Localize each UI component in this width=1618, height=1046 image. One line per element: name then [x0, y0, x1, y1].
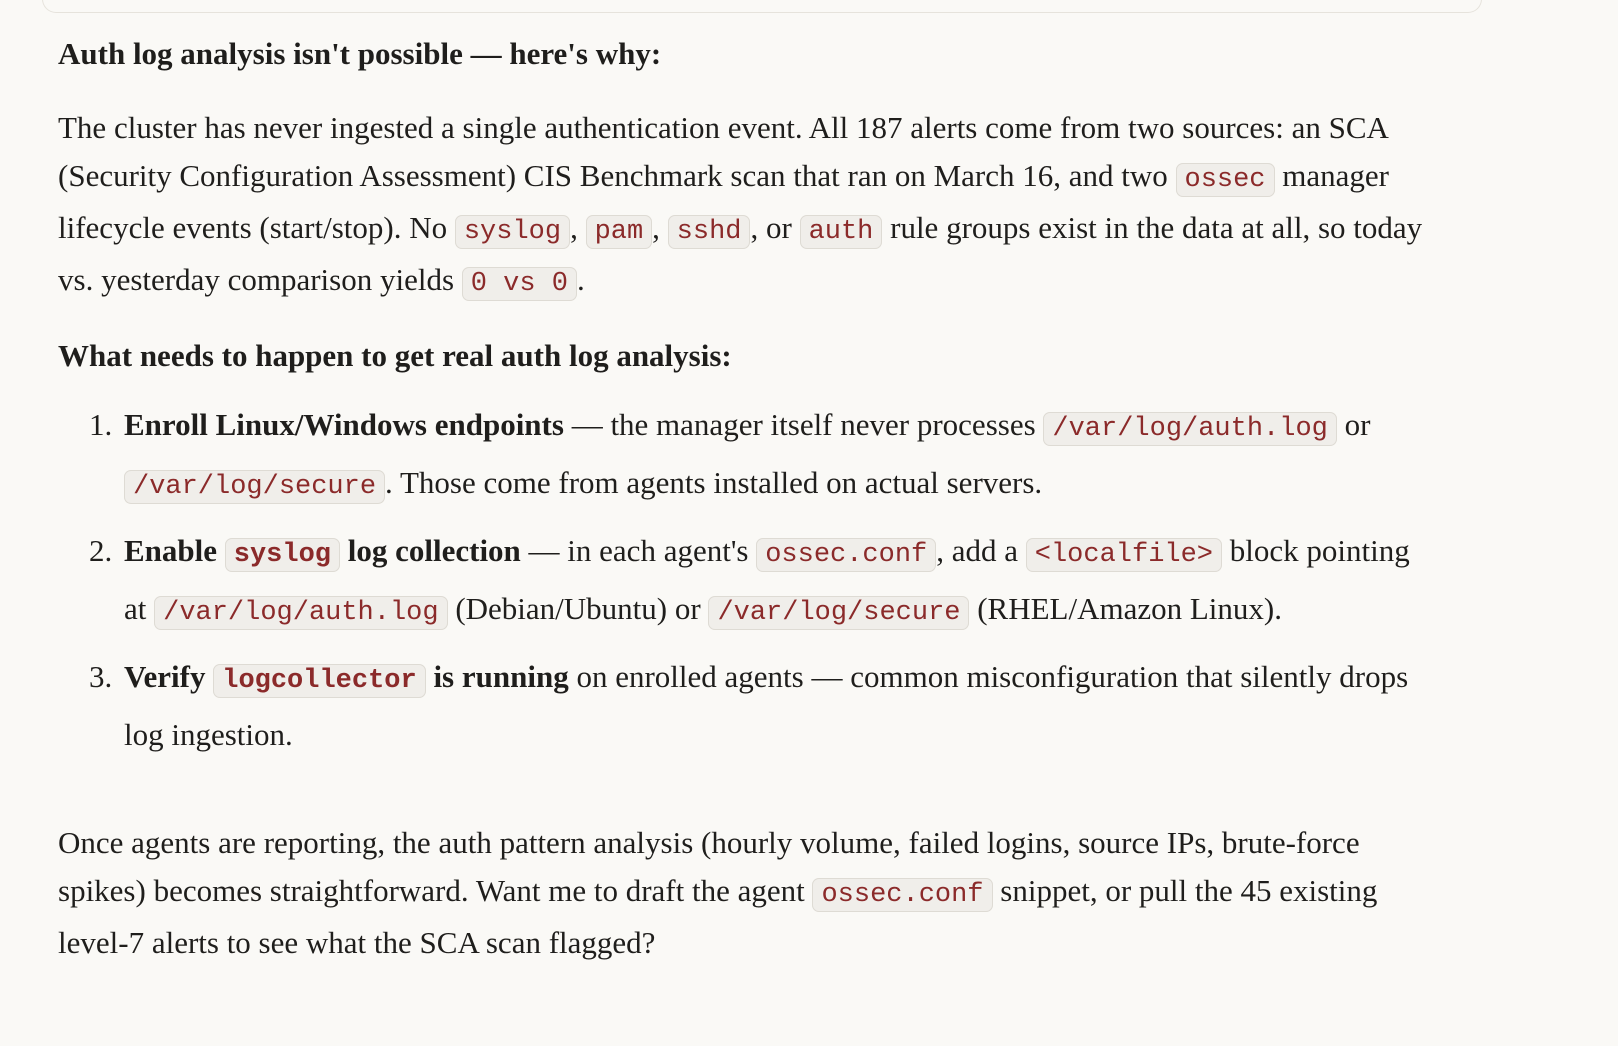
- inline-code: ossec.conf: [812, 878, 992, 912]
- text: .: [577, 262, 585, 297]
- inline-code: ossec: [1176, 163, 1275, 197]
- step-title: [124, 533, 521, 568]
- inline-code: 0 vs 0: [462, 267, 577, 301]
- text: (RHEL/Amazon Linux).: [969, 591, 1282, 626]
- text: . Those come from agents installed on actual servers.: [385, 465, 1043, 500]
- section-heading-why: Auth log analysis isn't possible — here's why:: [58, 36, 662, 71]
- step-title: [124, 659, 569, 694]
- step-title: Enroll Linux/Windows endpoints: [124, 407, 564, 442]
- inline-code: sshd: [668, 215, 751, 249]
- closing-paragraph: [58, 819, 1428, 967]
- text: Verify: [124, 659, 214, 694]
- inline-code: /var/log/auth.log: [154, 596, 447, 630]
- text: Enable: [124, 533, 225, 568]
- previous-message-card: [42, 0, 1482, 13]
- inline-code: /var/log/auth.log: [1043, 412, 1336, 446]
- text: , or: [750, 210, 800, 245]
- list-item: [120, 650, 1428, 761]
- inline-code: <localfile>: [1026, 538, 1222, 572]
- text: — in each agent's: [520, 533, 757, 568]
- inline-code: auth: [800, 215, 883, 249]
- inline-code: /var/log/secure: [708, 596, 969, 630]
- inline-code: ossec.conf: [756, 538, 936, 572]
- inline-code: logcollector: [213, 664, 425, 698]
- text: log collection: [340, 533, 521, 568]
- text: snippet, or pull the 45 existing level-7 alerts to see what the SCA scan flagged?: [58, 873, 1378, 960]
- inline-code: pam: [586, 215, 653, 249]
- inline-code: syslog: [225, 538, 340, 572]
- text: is running: [425, 659, 569, 694]
- assistant-message: [58, 26, 1428, 987]
- text: manager lifecycle events (start/stop). No: [58, 158, 1389, 245]
- explanation-paragraph: [58, 104, 1428, 308]
- text: The cluster has never ingested a single authentication event. All 187 alerts come from two sources: an SCA (Security Configuration Assessment) CIS Benchmark scan that ran on March 16, and two: [58, 110, 1388, 193]
- text: on enrolled agents — common misconfiguration that silently drops log ingestion.: [124, 659, 1409, 752]
- text: , add a: [936, 533, 1026, 568]
- section-heading-steps: What needs to happen to get real auth log analysis:: [58, 338, 732, 373]
- list-item: [120, 398, 1428, 514]
- list-item: [120, 524, 1428, 640]
- text: or: [1336, 407, 1371, 442]
- inline-code: syslog: [455, 215, 570, 249]
- text: Once agents are reporting, the auth pattern analysis (hourly volume, failed logins, source IPs, brute-force spikes) becomes straightforward. Want me to draft the agent: [58, 825, 1360, 908]
- text: ,: [652, 210, 668, 245]
- text: rule groups exist in the data at all, so today vs. yesterday comparison yields: [58, 210, 1423, 297]
- steps-list: [58, 398, 1428, 761]
- text: ,: [570, 210, 586, 245]
- text: block pointing at: [124, 533, 1410, 626]
- text: (Debian/Ubuntu) or: [447, 591, 709, 626]
- inline-code: /var/log/secure: [124, 470, 385, 504]
- text: — the manager itself never processes: [563, 407, 1044, 442]
